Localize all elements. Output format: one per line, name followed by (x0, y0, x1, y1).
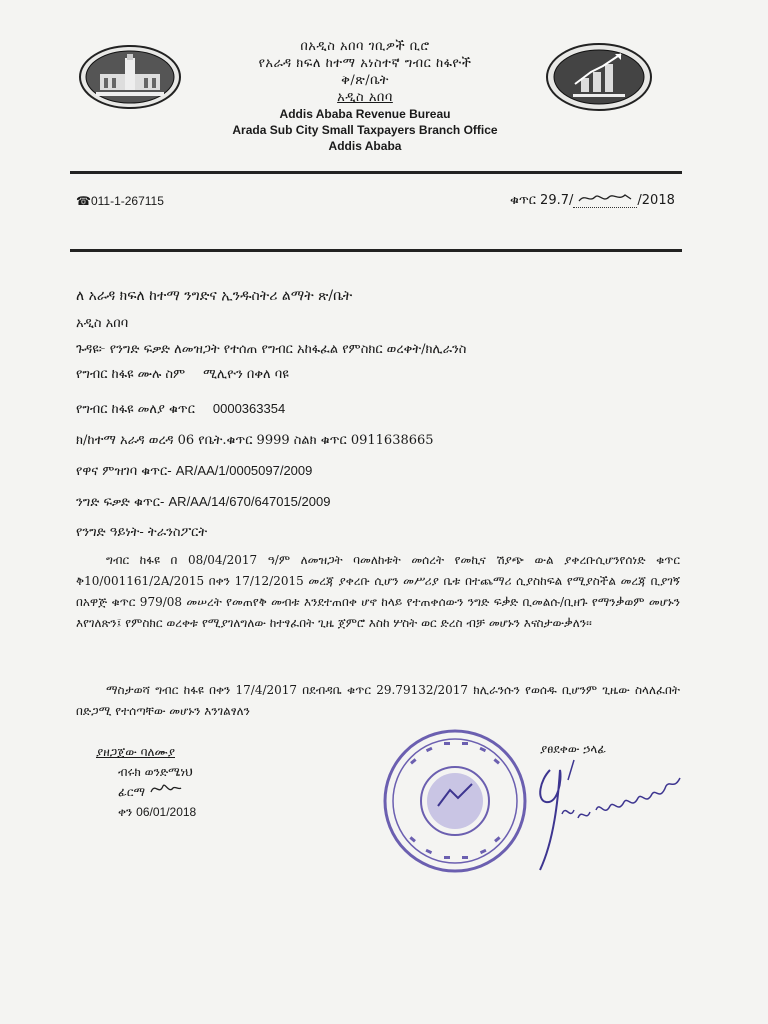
header-am-line2: የአራዳ ክፍለ ከተማ አነስተኛ ግብር ከፋዮች (258, 56, 472, 71)
license-value: AR/AA/14/670/647015/2009 (168, 494, 331, 509)
body-paragraph-1: ግብር ከፋዩ በ 08/04/2017 ዓ/ም ለመዝጋት ባመለከቱት መሰረት የመኪና ሽያጭ ውል ያቀረቡሲሆንየሰነድ ቁጥር ቅ10/001161/2A/2015 በቀን 17/12/2015 መረጃ ያቀረቡ ሲሆን መሥሪያ ቤቱ በተጨማሪ ሲያስከፍል የሚያስችል መረጃ ቢያገኝ በአዋጅ ቁጥር 979/08 መሠረት የመጠየቅ መብቱ እንደተጠበቀ ሆኖ ከላይ የተጠቀሰውን ንግድ ፍቃድ ቢመልሱ/ቢዘጉ የማንቃወም መሆኑን እየገለጽን፤ የምስክር ወረቀቱ የሚያገለግለው ከተፃፈበት ጊዜ ጀምሮ እስከ ሦስት ወር ድረስ ብቻ መሆኑን እናስታውቃለን፡፡ (76, 553, 680, 630)
preparer-signature-icon (149, 782, 183, 796)
header-en-line3: Addis Ababa (328, 139, 402, 153)
approver-signature-icon (500, 740, 700, 880)
date-line: ቀን 06/01/2018 (118, 805, 197, 819)
header-divider-top (70, 171, 682, 174)
approved-by-title: ያፀደቀው ኃላፊ (540, 742, 607, 756)
registration-value: AR/AA/1/0005097/2009 (175, 463, 313, 478)
header-divider-bottom (70, 249, 682, 252)
taxpayer-name: ሚሊዮን በቀለ ባዩ (203, 367, 289, 382)
license-line: ንግድ ፍቃድ ቁጥር- AR/AA/14/670/647015/2009 (76, 494, 331, 510)
header-en-line2: Arada Sub City Small Taxpayers Branch Office (232, 123, 498, 137)
city-building-logo-left (78, 44, 182, 110)
tin-value: 0000363354 (212, 401, 286, 416)
taxpayer-name-line: የግብር ከፋዩ ሙሉ ስም ሚሊዮን በቀለ ባዩ (76, 367, 289, 382)
header-en-line1: Addis Ababa Revenue Bureau (279, 107, 451, 121)
header-am-line1: በአዲስ አበባ ገቢዎች ቢሮ (300, 39, 430, 54)
preparer-name: ብሩክ ወንድሜነህ (118, 765, 193, 779)
subject-line: ጉዳዩ፦ የንግድ ፍቃድ ለመዝጋት የተሰጠ የግብር አከፋፈል የምስክር ወረቀት/ክሊራንስ (76, 342, 467, 357)
registration-line: የዋና ምዝገባ ቁጥር- AR/AA/1/0005097/2009 (76, 463, 313, 479)
header-am-line4: አዲስ አበባ (337, 90, 393, 105)
header-am-line3: ቅ/ጽ/ቤት (341, 73, 389, 88)
body-paragraph-2: ማስታወሻ ግብር ከፋዩ በቀን 17/4/2017 በደብዳቤ ቁጥር 29.79132/2017 ክሊራንሱን የወሰዱ ቢሆንም ጊዜው ስላለፈበት በድጋሚ የተሰጣቸው መሆኑን እንገልፃለን (76, 683, 680, 718)
letterhead (190, 38, 540, 154)
prepared-by-title: ያዘጋጀው ባለሙያ (96, 745, 175, 759)
reference-handwriting (573, 195, 637, 208)
business-type-line: የንግድ ዓይነት- ትራንስፖርት (76, 525, 208, 540)
address-line: ክ/ከተማ አራዳ ወረዳ 06 የቤት.ቁጥር 9999 ስልክ ቁጥር 0911638665 (76, 433, 434, 448)
tin-line: የግብር ከፋዩ መለያ ቁጥር 0000363354 (76, 401, 286, 417)
recipient-city: አዲስ አበባ (76, 316, 129, 331)
phone-number: ☎011-1-267115 (76, 194, 164, 208)
reference-number: ቁጥር 29.7/ /2018 (510, 193, 675, 208)
revenue-bureau-logo-right (545, 42, 653, 112)
phone-icon: ☎ (76, 194, 91, 208)
signature-line: ፊርማ (96, 782, 196, 802)
recipient-line: ለ አራዳ ክፍለ ከተማ ንግድና ኢንዱስትሪ ልማት ጽ/ቤት (76, 288, 353, 304)
prepared-by-block (96, 742, 196, 822)
